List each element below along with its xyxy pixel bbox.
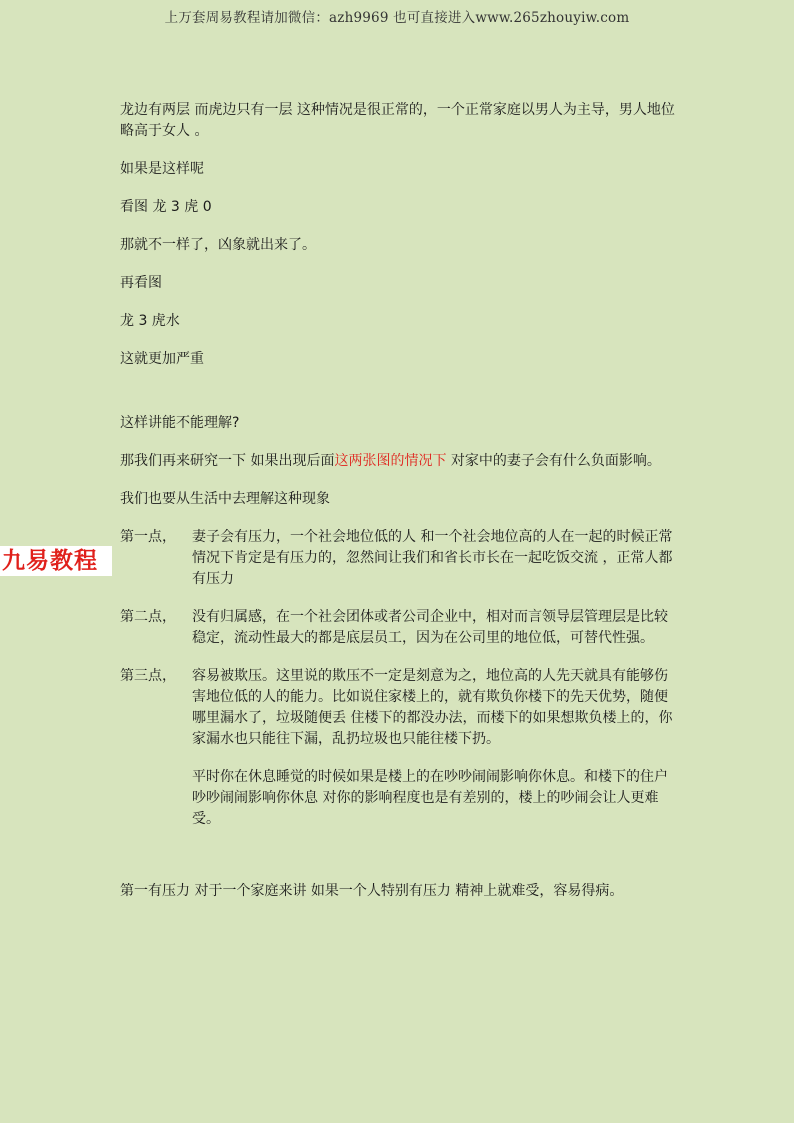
point-item-2: [120, 607, 680, 649]
point-label: 第三点，: [120, 668, 176, 684]
paragraph-2: 如果是这样呢: [120, 161, 204, 177]
paragraph-1: 龙边有两层 而虎边只有一层 这种情况是很正常的，一个正常家庭以男人为主导，男人地位略高于女人 。: [120, 102, 675, 139]
document-body: [120, 100, 680, 919]
point-item-1: [120, 527, 680, 590]
brand-logo: 九易教程: [0, 546, 112, 576]
point-body: 没有归属感，在一个社会团体或者公司企业中，相对而言领导层管理层是比较稳定，流动性最大的都是底层员工，因为在公司里的地位低，可替代性强。: [192, 609, 668, 646]
paragraph-4: 那就不一样了，凶象就出来了。: [120, 237, 316, 253]
closing-paragraph: 第一有压力 对于一个家庭来讲 如果一个人特别有压力 精神上就难受，容易得病。: [120, 883, 624, 899]
point-item-3: [120, 666, 680, 830]
paragraph-6: 龙 3 虎水: [120, 313, 180, 329]
paragraph-9-end: 对家中的妻子会有什么负面影响。: [446, 453, 661, 469]
point-body: 容易被欺压。这里说的欺压不一定是刻意为之，地位高的人先天就具有能够伤害地位低的人的能力。比如说住家楼上的，就有欺负你楼下的先天优势，随便哪里漏水了，垃圾随便丢 住楼下的都没办法，而楼下的如果想欺负楼上的，你家漏水也只能往下漏，乱扔垃圾也只能往楼下扔。: [192, 668, 673, 747]
spacer: [120, 847, 680, 881]
point-label: 第二点，: [120, 609, 176, 625]
paragraph-9-start: 那我们再来研究一下 如果出现后面: [120, 453, 335, 469]
spacer: [120, 387, 680, 413]
paragraph-10: 我们也要从生活中去理解这种现象: [120, 491, 330, 507]
point-body-wrapper: [192, 666, 680, 830]
highlighted-text: 这两张图的情况下: [334, 453, 447, 469]
paragraph-9: [120, 451, 680, 472]
point-label: 第一点，: [120, 529, 176, 545]
paragraph-3: 看图 龙 3 虎 0: [120, 199, 212, 215]
page-header: 上万套周易教程请加微信：azh9969 也可直接进入www.265zhouyiw.com: [164, 10, 630, 26]
paragraph-7: 这就更加严重: [120, 351, 204, 367]
paragraph-5: 再看图: [120, 275, 162, 291]
paragraph-8: 这样讲能不能理解?: [120, 415, 240, 431]
point-sub-paragraph: 平时你在休息睡觉的时候如果是楼上的在吵吵闹闹影响你休息。和楼下的住户吵吵闹闹影响你休息 对你的影响程度也是有差别的，楼上的吵闹会让人更难受。: [192, 769, 668, 827]
point-body: 妻子会有压力，一个社会地位低的人 和一个社会地位高的人在一起的时候正常情况下肯定是有压力的，忽然间让我们和省长市长在一起吃饭交流 ，正常人都有压力: [192, 529, 673, 587]
